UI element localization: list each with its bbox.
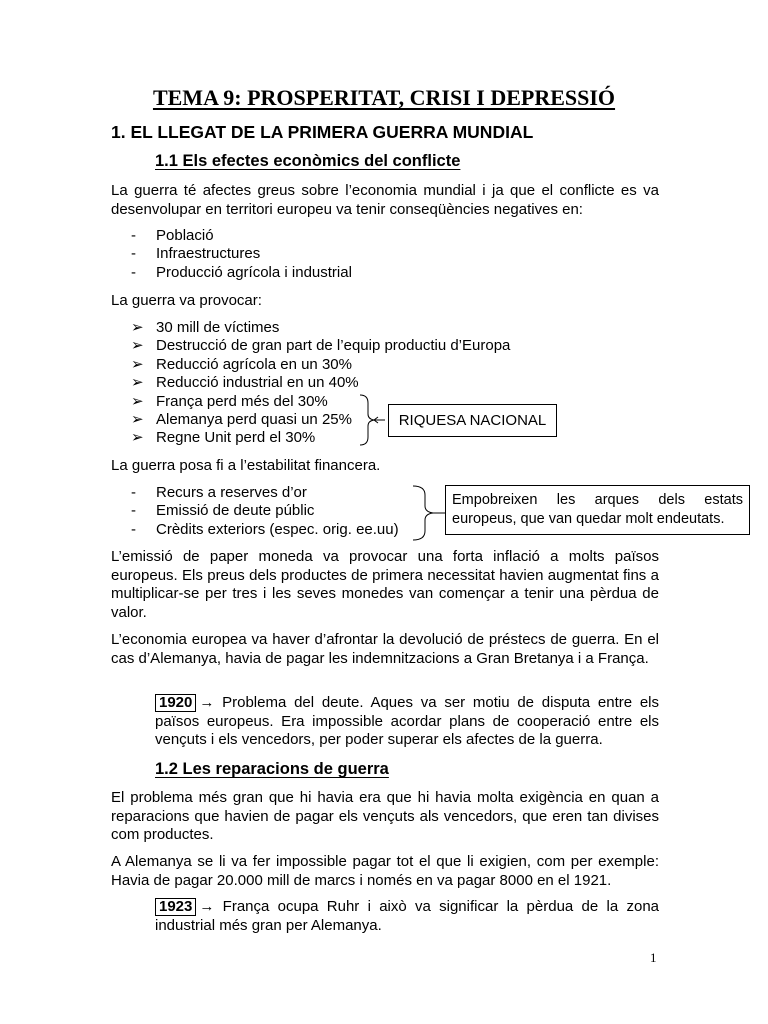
riquesa-nacional-box: RIQUESA NACIONAL: [388, 404, 557, 437]
arrow-bullet-icon: ➢: [131, 392, 144, 410]
page-number: 1: [650, 950, 657, 965]
subsection-1-2-heading: 1.2 Les reparacions de guerra: [155, 760, 389, 778]
arrow-bullet-icon: ➢: [131, 374, 144, 392]
paragraph-provocar: La guerra va provocar:: [111, 292, 262, 309]
right-arrow-icon: →: [199, 898, 215, 915]
list-item: - Crèdits exteriors (espec. orig. ee.uu): [131, 520, 399, 538]
subsection-1-1-heading: 1.1 Els efectes econòmics del conflicte: [155, 152, 461, 170]
list-item: - Emissió de deute públic: [131, 502, 315, 520]
paragraph-prestecs: L’economia europea va haver d’afrontar la devolució de préstecs de guerra. En el cas d’Alemanya, havia de pagar les indemnitzacions a Gran Bretanya i a França.: [111, 631, 659, 667]
curly-brace-icon: [358, 393, 388, 447]
dash-marker: -: [131, 484, 136, 501]
arrow-bullet-icon: ➢: [131, 410, 144, 428]
list-item: ➢ Reducció industrial en un 40%: [131, 374, 359, 392]
dash-marker: -: [131, 502, 136, 520]
paragraph-reparacions: El problema més gran que hi havia era que hi havia molta exigència en quan a reparacions que havien de pagar els vençuts als vencedors, que eren tan divises com productes.: [111, 789, 659, 843]
list-item: ➢ Regne Unit perd el 30%: [131, 429, 316, 447]
dash-marker: -: [131, 520, 136, 538]
empobreixen-box: Empobreixen les arques dels estats europeus, que van quedar molt endeutats.: [445, 485, 750, 535]
list-item: - Producció agrícola i industrial: [131, 263, 352, 281]
dash-marker: -: [131, 245, 136, 263]
list-item: - Infraestructures: [131, 245, 261, 263]
list-item: - Recurs a reserves d’or: [131, 484, 307, 501]
paragraph-1920: 1920 → Problema del deute. Aques va ser motiu de disputa entre els països europeus. Era impossible acordar plans de cooperació entre els vençuts i els vencedors, per poder superar els afectes de la guerra.: [155, 694, 659, 748]
page-title: TEMA 9: PROSPERITAT, CRISI I DEPRESSIÓ: [152, 85, 616, 110]
paragraph-alemanya: A Alemanya se li va fer impossible pagar tot el que li exigien, com per exemple: Havia de pagar 20.000 mill de marcs i només en va pagar 8000 en el 1921.: [111, 853, 659, 889]
list-item: ➢ Reducció agrícola en un 30%: [131, 355, 352, 373]
right-arrow-icon: →: [199, 694, 215, 711]
paragraph-1923: 1923 → França ocupa Ruhr i això va significar la pèrdua de la zona industrial més gran per Alemanya.: [155, 898, 660, 934]
arrow-bullet-icon: ➢: [131, 337, 144, 355]
list-item: ➢ Alemanya perd quasi un 25%: [131, 410, 352, 428]
section-1-heading: 1. EL LLEGAT DE LA PRIMERA GUERRA MUNDIAL: [111, 122, 534, 142]
dash-marker: -: [131, 227, 136, 244]
year-1923-badge: 1923: [155, 898, 196, 916]
arrow-bullet-icon: ➢: [131, 319, 144, 336]
paragraph-inflacio: L’emissió de paper moneda va provocar una forta inflació a molts països europeus. Els preus dels productes de primera necessitat havien augmentat fins a multiplicar-se per tres i les seves monedes van començar a tenir una pèrdua de valor.: [111, 548, 659, 621]
paragraph-financera: La guerra posa fi a l’estabilitat financera.: [111, 457, 381, 474]
list-item: ➢ França perd més del 30%: [131, 392, 328, 410]
list-item: ➢ Destrucció de gran part de l’equip productiu d’Europa: [131, 337, 511, 355]
curly-brace-icon: [411, 484, 447, 542]
paragraph-intro: La guerra té afectes greus sobre l’economia mundial i ja que el conflicte es va desenvolupar en territori europeu va tenir conseqüències negatives en:: [111, 182, 659, 218]
finance-list: [131, 484, 399, 539]
list-item: ➢ 30 mill de víctimes: [131, 319, 280, 336]
dash-marker: -: [131, 263, 136, 281]
arrow-bullet-icon: ➢: [131, 429, 144, 447]
consequences-list: [131, 227, 352, 282]
year-1920-badge: 1920: [155, 694, 196, 712]
list-item: - Població: [131, 227, 214, 244]
arrow-bullet-icon: ➢: [131, 355, 144, 373]
